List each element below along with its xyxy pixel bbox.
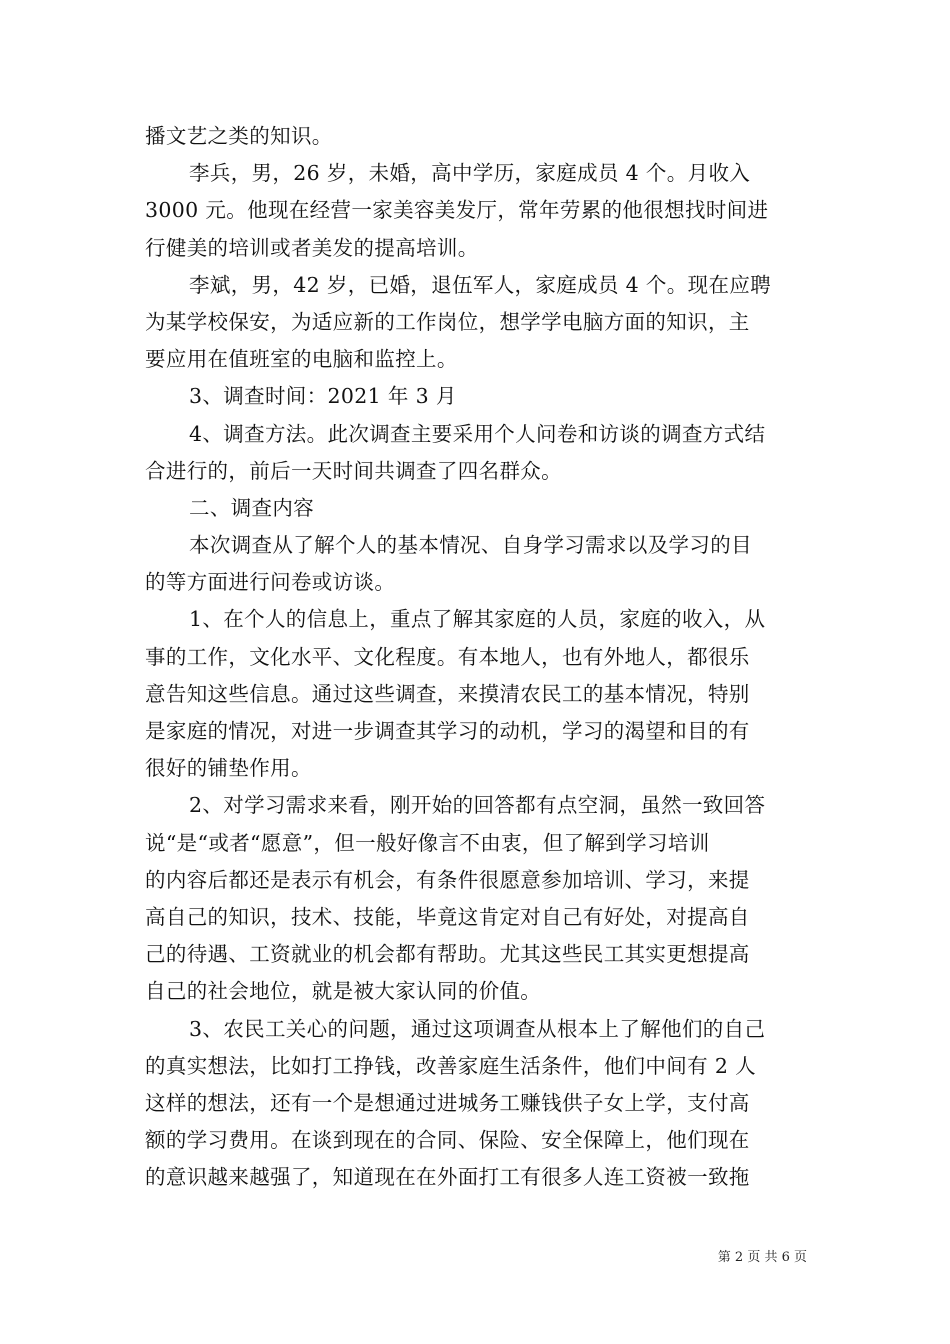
- text-line: 意告知这些信息。通过这些调查，来摸清农民工的基本情况，特别: [145, 681, 750, 706]
- text-line: 额的学习费用。在谈到现在的合同、保险、安全保障上，他们现在: [145, 1128, 750, 1153]
- text-line: 这样的想法，还有一个是想通过进城务工赚钱供子女上学，支付高: [145, 1090, 750, 1115]
- text-line: 自己的社会地位，就是被大家认同的价值。: [145, 979, 542, 1004]
- text-line: 说“是“或者“愿意”，但一般好像言不由衷，但了解到学习培训: [145, 830, 710, 855]
- text-line: 要应用在值班室的电脑和监控上。: [145, 347, 458, 372]
- text-line: 播文艺之类的知识。: [145, 124, 333, 148]
- text-line: 己的待遇、工资就业的机会都有帮助。尤其这些民工其实更想提高: [145, 942, 750, 967]
- text-line: 3、调查时间：2021 年 3 月: [189, 384, 457, 409]
- text-line: 的真实想法，比如打工挣钱，改善家庭生活条件，他们中间有 2 人: [145, 1053, 756, 1078]
- text-line: 的等方面进行问卷或访谈。: [145, 570, 396, 595]
- page-number: 第 2 页 共 6 页: [717, 1250, 807, 1265]
- section-heading: 二、调查内容: [189, 495, 315, 520]
- text-line: 本次调查从了解个人的基本情况、自身学习需求以及学习的目: [189, 533, 752, 558]
- document-body: [145, 118, 809, 1196]
- text-line: 行健美的培训或者美发的提高培训。: [145, 235, 479, 260]
- text-line: 李兵，男，26 岁，未婚，高中学历，家庭成员 4 个。月收入: [189, 161, 751, 186]
- text-line: 合进行的，前后一天时间共调查了四名群众。: [145, 458, 562, 483]
- text-line: 1、在个人的信息上，重点了解其家庭的人员，家庭的收入，从: [189, 607, 766, 632]
- text-line: 李斌，男，42 岁，已婚，退伍军人，家庭成员 4 个。现在应聘: [189, 272, 772, 297]
- text-line: 很好的铺垫作用。: [145, 756, 312, 781]
- text-line: 是家庭的情况，对进一步调查其学习的动机，学习的渴望和目的有: [145, 719, 750, 743]
- text-line: 事的工作，文化水平、文化程度。有本地人，也有外地人，都很乐: [145, 644, 750, 669]
- text-line: 4、调查方法。此次调查主要采用个人问卷和访谈的调查方式结: [189, 421, 766, 446]
- text-line: 3000 元。他现在经营一家美容美发厅，常年劳累的他很想找时间进: [145, 198, 769, 223]
- text-line: 2、对学习需求来看，刚开始的回答都有点空洞，虽然一致回答: [189, 793, 766, 818]
- text-line: 的内容后都还是表示有机会，有条件很愿意参加培训、学习，来提: [145, 867, 750, 892]
- text-line: 的意识越来越强了，知道现在在外面打工有很多人连工资被一致拖: [145, 1165, 750, 1190]
- text-line: 高自己的知识，技术、技能，毕竟这肯定对自己有好处，对提高自: [145, 904, 750, 929]
- text-line: 为某学校保安，为适应新的工作岗位，想学学电脑方面的知识，主: [145, 309, 750, 334]
- text-line: 3、农民工关心的问题，通过这项调查从根本上了解他们的自己: [189, 1016, 766, 1041]
